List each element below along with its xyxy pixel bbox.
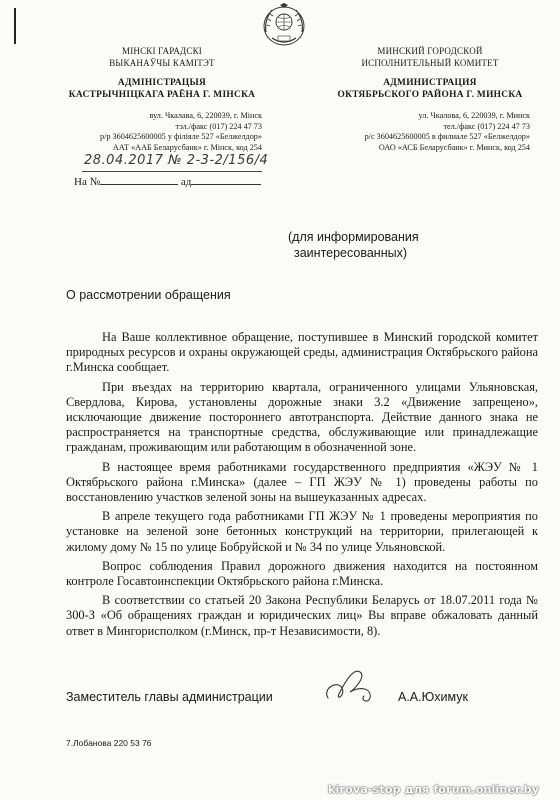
admin-name-ru-2: ОКТЯБРЬСКОГО РАЙОНА Г. МИНСКА [337,89,523,100]
address-be-1: вул. Чкалава, 6, 220039, г. Мінск [149,111,262,120]
paragraph: Вопрос соблюдения Правил дорожного движения находится на постоянном контроле Госавтоинспекции Октябрьского района г.Минска. [66,558,538,589]
org-name-ru-1: МИНСКИЙ ГОРОДСКОЙ [377,46,483,56]
paragraph: В соответствии со статьей 20 Закона Республики Беларусь от 18.07.2011 года № 300-З «Об обращениях граждан и юридических лиц» Вы вправе обжаловать данный ответ в Мингорисполком (г.Минск, пр-т Независимости, 8). [66,593,538,638]
org-name-be-1: МІНСКІ ГАРАДСКІ [122,46,202,56]
signatory-title: Заместитель главы администрации [66,690,273,704]
header-left [62,46,262,153]
admin-name-ru-1: АДМИНИСТРАЦИЯ [383,78,477,88]
paragraph: В апреле текущего года работниками ГП ЖЭУ № 1 проведены мероприятия по установке на зеленой зоне бетонных конструкций на территории, прилегающей к жилому дому № 15 по улице Бобруйской и № 34 по улице Ульяновской. [66,509,538,554]
address-ru-2: тел./факс (017) 224 47 73 [443,121,530,131]
state-emblem-icon [258,2,310,48]
address-be-4: ААТ «ААБ Беларусбанк» г. Мінск, код 254 [112,142,262,152]
reply-no-label: На № [74,176,101,188]
subject-line: О рассмотрении обращения [66,288,231,302]
letter-body [66,330,538,643]
executor-note: 7.Лобанова 220 53 76 [66,738,152,748]
recipient-block [288,229,419,261]
address-ru-1: ул. Чкалова, 6, 220039, г. Минск [418,111,530,120]
watermark-text: kirova-stop для forum.onliner.by [328,783,540,796]
margin-mark [14,8,16,44]
address-ru-3: р/с 3604625600005 в филиале 527 «Белжелдор» [364,132,530,141]
admin-name-be-1: АДМІНІСТРАЦЫЯ [117,78,207,88]
header-right [330,46,530,153]
recipient-line-2: заинтересованных) [294,246,408,260]
paragraph: В настоящее время работниками государственного предприятия «ЖЭУ № 1 Октябрьского района г.Минска» (далее – ГП ЖЭУ № 1) проведены работы по восстановлению участков зеленой зоны на вышеуказанных адресах. [66,459,538,505]
reply-reference [74,174,261,188]
paragraph: На Ваше коллективное обращение, поступившее в Минский городской комитет природных ресурсов и охраны окружающей среды, администрация Октябрьского района г.Минска сообщает. [66,330,538,375]
address-ru-4: ОАО «АСБ Беларусбанк» г. Минск, код 254 [378,142,530,152]
org-name-ru-2: ИСПОЛНИТЕЛЬНЫЙ КОМИТЕТ [361,57,499,68]
reply-from-label: ад [180,176,192,188]
admin-name-be-2: КАСТРЫЧНІЦКАГА РАЁНА Г. МІНСКА [68,89,256,100]
outgoing-date-number: 28.04.2017 № 2-3-2/156/4 [84,153,269,168]
paragraph: При въездах на территорию квартала, ограниченного улицами Ульяновская, Свердлова, Кирова, установлены дорожные знаки 3.2 «Движение запрещено», исключающие движение постороннего автотранспорта. Действие данного знака не распространяется на транспортные средства, обслуживающие или принадлежащие гражданам, проживающим или работающим в обозначенной зоне. [66,379,538,455]
reply-from-blank [191,174,261,185]
recipient-line-1: (для информирования [288,230,419,244]
handwritten-signature [320,658,380,708]
address-be-3: р/р 3604625600005 у філіяле 527 «Белжелдор» [100,132,262,141]
reply-no-blank [100,174,178,185]
signatory-name: А.А.Юхимук [398,690,468,704]
address-be-2: тэл./факс (017) 224 47 73 [175,121,262,131]
date-underline [82,171,262,172]
org-name-be-2: ВЫКАНАЎЧЫ КАМІТЭТ [109,57,215,68]
